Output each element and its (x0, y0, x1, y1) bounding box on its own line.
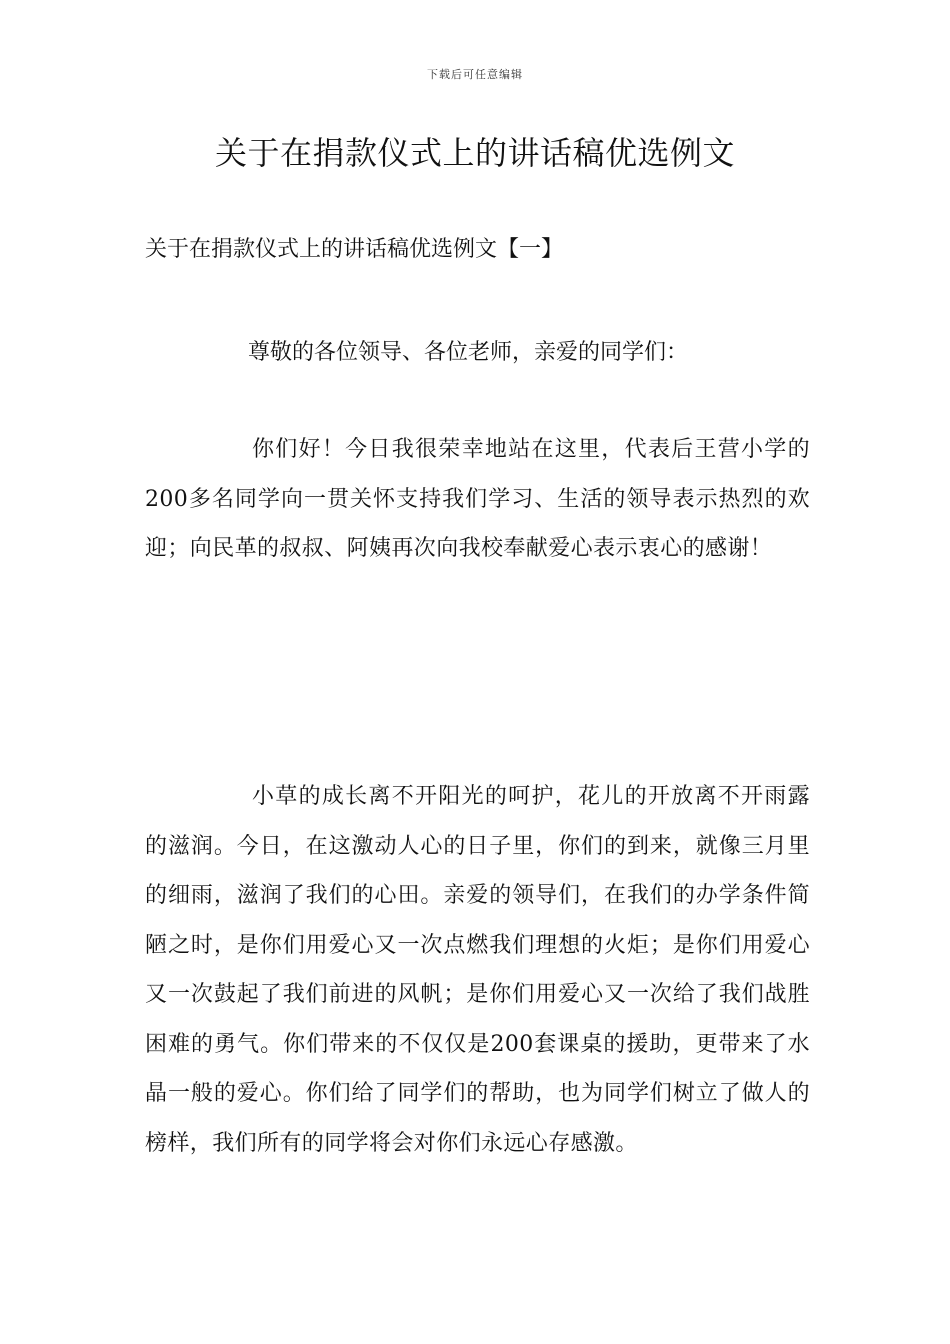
page-header-note: 下载后可任意编辑 (427, 68, 523, 81)
document-title: 关于在捐款仪式上的讲话稿优选例文 (214, 134, 735, 172)
paragraph-greeting: 你们好！今日我很荣幸地站在这里，代表后王营小学的200多名同学向一贯关怀支持我们学习、生活的领导表示热烈的欢迎；向民革的叔叔、阿姨再次向我校奉献爱心表示衷心的感谢！ (145, 437, 810, 561)
salutation: 尊敬的各位领导、各位老师，亲爱的同学们： (248, 340, 689, 365)
paragraph-gratitude: 小草的成长离不开阳光的呵护，花儿的开放离不开雨露的滋润。今日，在这激动人心的日子里，你们的到来，就像三月里的细雨，滋润了我们的心田。亲爱的领导们，在我们的办学条件简陋之时，是你们用爱心又一次点燃我们理想的火炬；是你们用爱心又一次鼓起了我们前进的风帆；是你们用爱心又一次给了我们战胜困难的勇气。你们带来的不仅仅是200套课桌的援助，更带来了水晶一般的爱心。你们给了同学们的帮助，也为同学们树立了做人的榜样，我们所有的同学将会对你们永远心存感激。 (145, 784, 810, 1156)
section-heading: 关于在捐款仪式上的讲话稿优选例文【一】 (145, 237, 564, 262)
